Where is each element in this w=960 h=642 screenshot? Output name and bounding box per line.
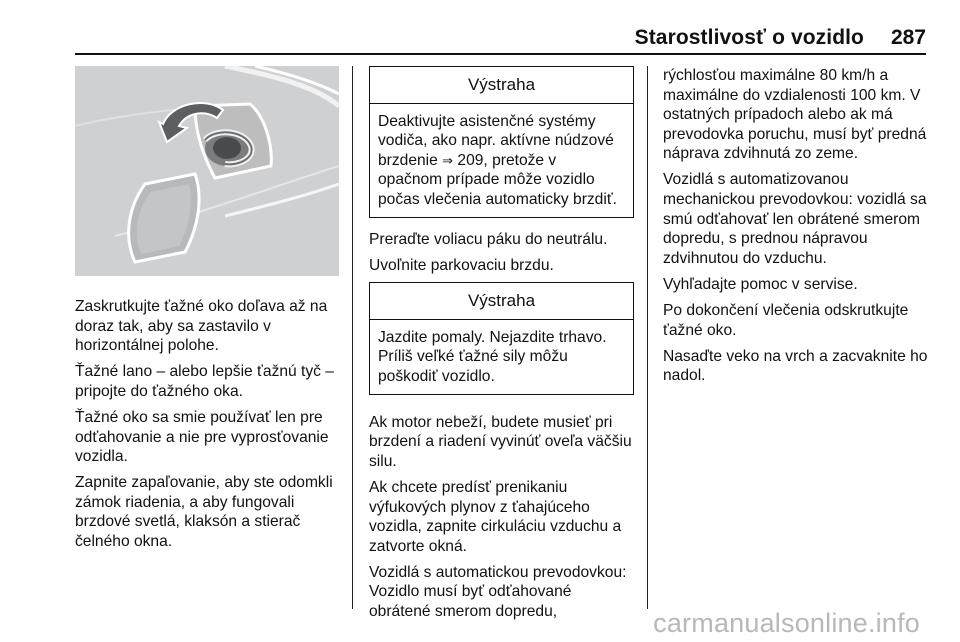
paragraph: Zaskrutkujte ťažné oko doľava až na doraz tak, aby sa zastavilo v horizontálnej polohe. (75, 298, 328, 355)
warning-title: Výstraha (370, 67, 633, 104)
warning-box (369, 282, 634, 394)
paragraph: Nasaďte veko na vrch a zacvaknite ho nadol. (663, 347, 928, 385)
column-divider (352, 66, 353, 609)
warning-body: Jazdite pomaly. Nejazdite trhavo. Príliš veľké ťažné sily môžu poškodiť vozidlo. (378, 328, 607, 386)
column-divider (647, 66, 648, 609)
section-title: Starostlivosť o vozidlo (634, 26, 864, 49)
warning-text: 209, pretože v opačnom prípade môže vozidlo počas vlečenia automaticky brzdiť. (378, 151, 618, 208)
paragraph: Zapnite zapaľovanie, aby ste odomkli zámok riadenia, a aby fungovali brzdové svetlá, klaksón a stierač čelného okna. (75, 474, 333, 551)
paragraph: Vozidlá s automatizovanou mechanickou prevodovkou: vozidlá sa smú odťahovať len obrátené smerom dopredu, s prednou nápravou zdvihnutou do vzduchu. (663, 171, 927, 267)
paragraph: Ak motor nebeží, budete musieť pri brzdení a riadení vyvinúť oveľa väčšiu silu. (369, 413, 632, 470)
column-2 (369, 66, 634, 628)
warning-body (370, 104, 633, 217)
warning-box (369, 66, 634, 218)
paragraph: rýchlosťou maximálne 80 km/h a maximálne do vzdialenosti 100 km. V ostatných prípadoch alebo ak má prevodovka poruchu, musí byť predná náprava zdvihnutá zo zeme. (663, 67, 927, 163)
warning-text: Deaktivujte asistenčné systémy vodiča, ako napr. aktívne núdzové brzdenie (378, 112, 614, 169)
towing-eye-cover-illustration-icon (75, 66, 339, 276)
paragraph: Ťažné lano – alebo lepšie ťažnú tyč – pripojte do ťažného oka. (75, 363, 334, 400)
paragraph: Vozidlá s automatickou prevodovkou: Vozidlo musí byť odťahované obrátené smerom dopredu, (369, 563, 627, 620)
page-header (0, 0, 960, 56)
paragraph: Vyhľadajte pomoc v servise. (663, 275, 858, 293)
paragraph: Ak chcete predísť prenikaniu výfukových plynov z ťahajúceho vozidla, zapnite cirkuláciu vzduchu a zatvorte okná. (369, 478, 622, 555)
paragraph: Ťažné oko sa smie používať len pre odťahovanie a nie pre vyprosťovanie vozidla. (75, 408, 329, 466)
watermark: carmanualsonline.info (653, 608, 920, 638)
page-reference-arrow-icon: ⇒ (442, 152, 454, 168)
paragraph: Preraďte voliacu páku do neutrálu. (369, 230, 608, 248)
paragraph: Uvoľnite parkovaciu brzdu. (369, 256, 554, 274)
header-rule (75, 53, 926, 55)
paragraph: Po dokončení vlečenia odskrutkujte ťažné oko. (663, 302, 909, 339)
column-3 (663, 66, 928, 392)
page-number: 287 (890, 26, 926, 49)
warning-title: Výstraha (370, 283, 633, 320)
column-1 (75, 66, 343, 558)
